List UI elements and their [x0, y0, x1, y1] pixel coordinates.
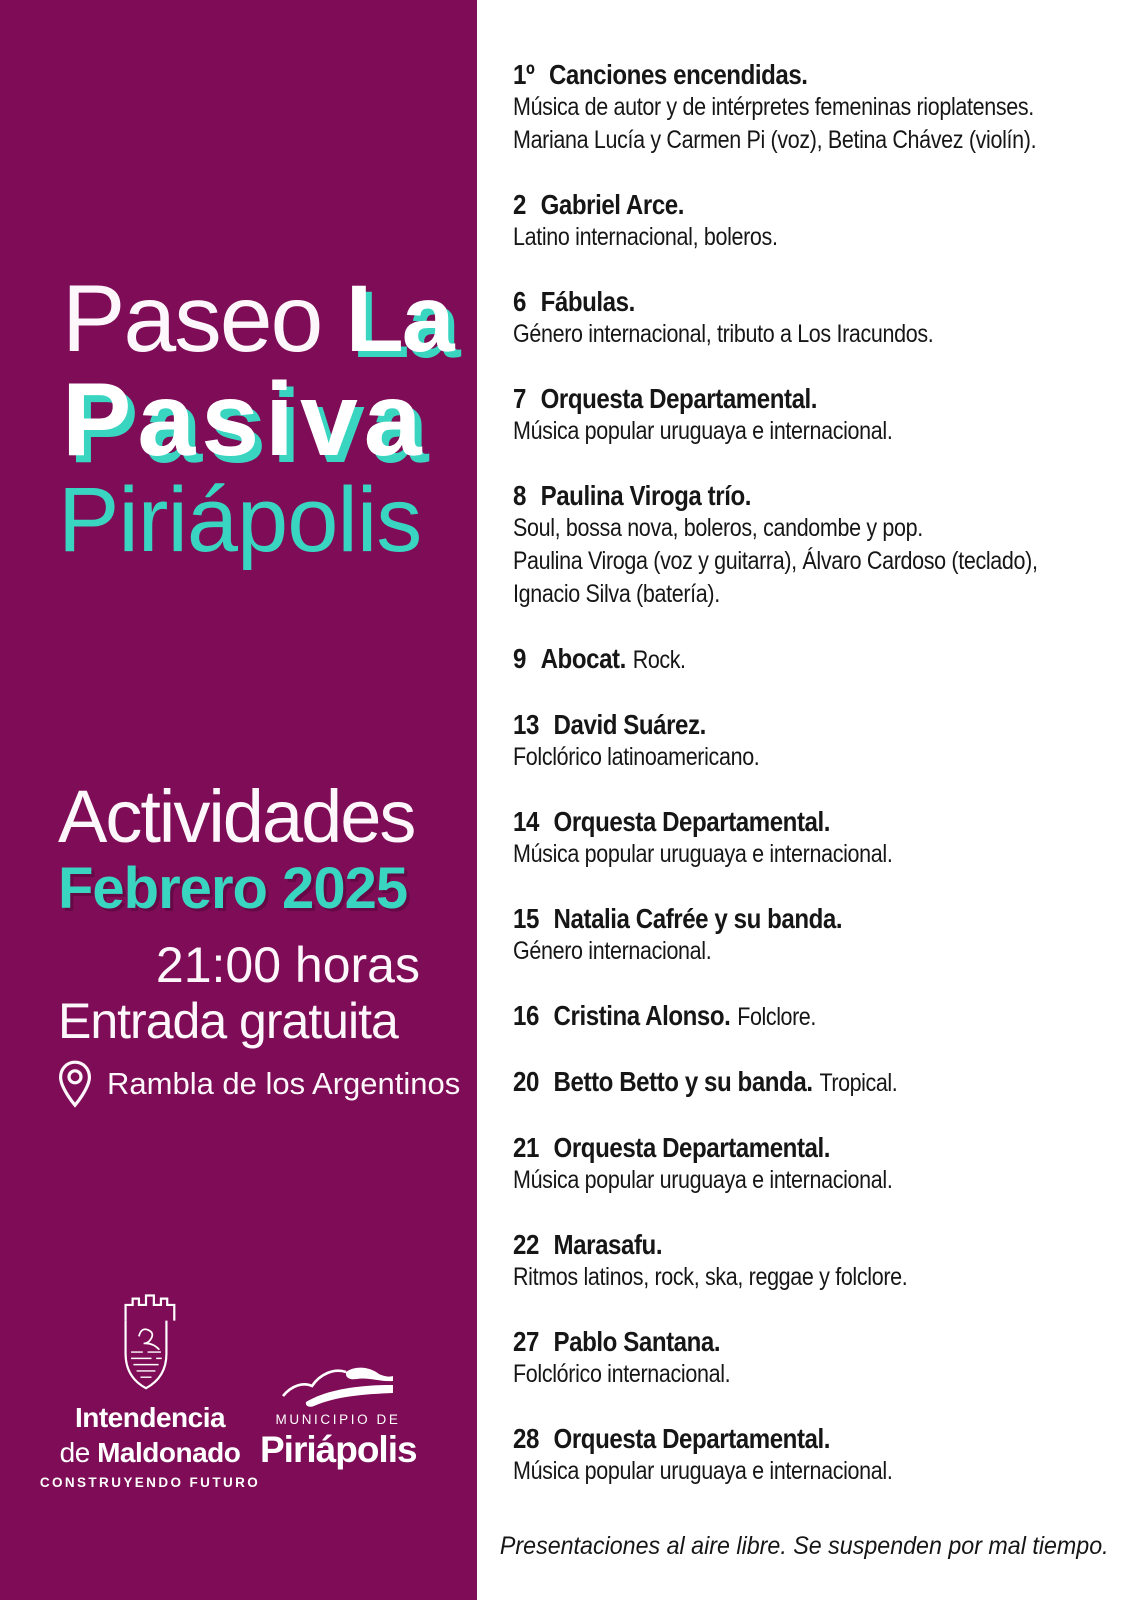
event-genre-inline: Folclore. — [737, 1003, 816, 1031]
event-name: Fábulas. — [540, 286, 635, 317]
poster-title-line2: Pasiva — [62, 362, 428, 478]
event-desc-line: Género internacional. — [513, 937, 712, 965]
event-day: 27 — [513, 1326, 539, 1357]
event-day: 2 — [513, 189, 526, 220]
event-item — [513, 999, 1044, 1034]
event-item — [513, 1065, 1044, 1100]
maldonado-crest-icon — [113, 1292, 179, 1403]
event-day: 1º — [513, 59, 535, 90]
event-item — [513, 382, 1044, 448]
event-item — [513, 1228, 1044, 1294]
event-day: 15 — [513, 903, 539, 934]
event-name: Paulina Viroga trío. — [540, 480, 751, 511]
event-desc-line: Música popular uruguaya e internacional. — [513, 417, 893, 445]
event-title — [513, 285, 1044, 318]
event-desc-line: Ignacio Silva (batería). — [513, 580, 720, 608]
event-title — [513, 382, 1044, 415]
event-title — [513, 1422, 1044, 1455]
event-name: Cristina Alonso. — [553, 1000, 731, 1031]
event-name: David Suárez. — [553, 709, 706, 740]
month-label: Febrero 2025 — [58, 856, 408, 921]
event-genre-inline: Tropical. — [819, 1069, 898, 1097]
event-desc-line: Folclórico latinoamericano. — [513, 743, 760, 771]
event-name: Orquesta Departamental. — [553, 806, 831, 837]
event-desc-line: Paulina Viroga (voz y guitarra), Álvaro Cardoso (teclado), — [513, 547, 1038, 575]
event-title — [513, 805, 1044, 838]
maldonado-tagline: CONSTRUYENDO FUTURO — [39, 1475, 261, 1490]
location-row — [58, 1060, 460, 1108]
event-day: 21 — [513, 1132, 539, 1163]
poster-title-line3: Piriápolis — [58, 469, 422, 571]
event-day: 20 — [513, 1066, 539, 1097]
sidebar — [0, 0, 477, 1600]
event-day: 13 — [513, 709, 539, 740]
event-desc-line: Música popular uruguaya e internacional. — [513, 840, 893, 868]
event-title — [513, 902, 1044, 935]
event-title — [513, 1228, 1044, 1261]
event-item — [513, 479, 1044, 611]
event-day: 14 — [513, 806, 539, 837]
event-item — [513, 805, 1044, 871]
event-title — [513, 642, 1044, 677]
footer-note: Presentaciones al aire libre. Se suspenden por mal tiempo. — [499, 1532, 1109, 1560]
event-title — [513, 1131, 1044, 1164]
poster-title-line1 — [62, 266, 453, 372]
event-item — [513, 58, 1044, 157]
title-word-paseo: Paseo — [62, 266, 322, 372]
event-item — [513, 708, 1044, 774]
event-name: Orquesta Departamental. — [553, 1132, 831, 1163]
event-day: 8 — [513, 480, 526, 511]
piriapolis-overline: MUNICIPIO DE — [275, 1412, 401, 1427]
event-day: 22 — [513, 1229, 539, 1260]
event-title — [513, 999, 1044, 1034]
event-name: Pablo Santana. — [553, 1326, 721, 1357]
event-desc-line: Música de autor y de intérpretes femeninas rioplatenses. — [513, 93, 1034, 121]
event-desc-line: Género internacional, tributo a Los Iracundos. — [513, 320, 934, 348]
event-title — [513, 1065, 1044, 1100]
event-desc-line: Latino internacional, boleros. — [513, 223, 778, 251]
piriapolis-name: Piriápolis — [260, 1429, 417, 1470]
title-word-la: La — [345, 266, 453, 372]
event-desc-line: Mariana Lucía y Carmen Pi (voz), Betina Chávez (violín). — [513, 126, 1037, 154]
piriapolis-mountain-icon — [280, 1364, 396, 1413]
event-day: 28 — [513, 1423, 539, 1454]
event-desc-line: Música popular uruguaya e internacional. — [513, 1166, 893, 1194]
event-desc-line: Folclórico internacional. — [513, 1360, 731, 1388]
event-desc-line: Ritmos latinos, rock, ska, reggae y folclore. — [513, 1263, 908, 1291]
event-name: Canciones encendidas. — [548, 59, 808, 90]
maldonado-line2-name: Maldonado — [97, 1437, 241, 1468]
maldonado-logo-text — [38, 1400, 262, 1496]
events-list — [513, 58, 1131, 1519]
event-name: Betto Betto y su banda. — [553, 1066, 813, 1097]
event-title — [513, 58, 1044, 91]
event-day: 16 — [513, 1000, 539, 1031]
event-day: 7 — [513, 383, 526, 414]
event-title — [513, 1325, 1044, 1358]
event-name: Orquesta Departamental. — [553, 1423, 831, 1454]
event-name: Marasafu. — [553, 1229, 663, 1260]
event-title — [513, 479, 1044, 512]
event-item — [513, 1131, 1044, 1197]
event-item — [513, 1422, 1044, 1488]
location-label: Rambla de los Argentinos — [107, 1066, 461, 1101]
event-item — [513, 902, 1044, 968]
event-name: Gabriel Arce. — [540, 189, 685, 220]
event-day: 6 — [513, 286, 526, 317]
event-name: Natalia Cafrée y su banda. — [553, 903, 843, 934]
event-genre-inline: Rock. — [632, 646, 686, 674]
event-item — [513, 285, 1044, 351]
event-item — [513, 1325, 1044, 1391]
maldonado-line2 — [38, 1436, 262, 1470]
time-label: 21:00 horas — [155, 937, 420, 993]
event-day: 9 — [513, 643, 526, 674]
event-item — [513, 188, 1044, 254]
maldonado-line2-prefix: de — [59, 1437, 98, 1468]
event-desc-line: Música popular uruguaya e internacional. — [513, 1457, 893, 1485]
activities-heading: Actividades — [58, 775, 415, 858]
event-item — [513, 642, 1044, 677]
location-pin-icon — [58, 1060, 92, 1108]
event-title — [513, 708, 1044, 741]
event-title — [513, 188, 1044, 221]
event-name: Abocat. — [540, 643, 626, 674]
event-name: Orquesta Departamental. — [540, 383, 818, 414]
event-desc-line: Soul, bossa nova, boleros, candombe y pop. — [513, 514, 923, 542]
maldonado-line1: Intendencia — [74, 1402, 226, 1433]
admission-label: Entrada gratuita — [58, 993, 398, 1049]
